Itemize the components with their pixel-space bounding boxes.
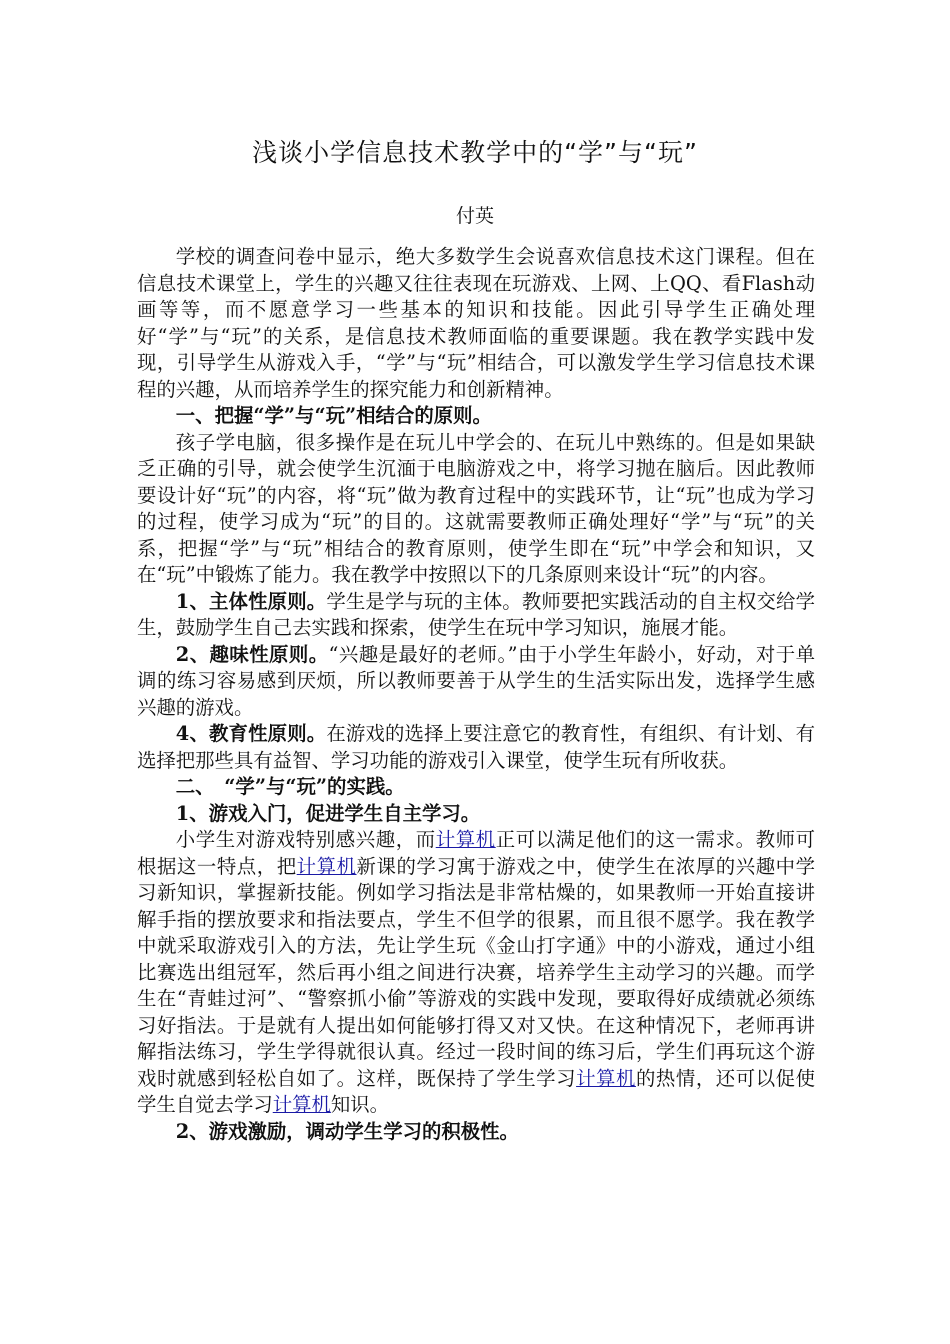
computer-link[interactable]: 计算机 <box>296 854 357 878</box>
principle-1-label: 1、主体性原则。 <box>175 589 327 613</box>
principle-2-text: “兴趣是最好的老师。”由于小学生年龄小，好动，对于单调的练习容易感到厌烦，所以教师要善于从学生的生活实际出发，选择学生感兴趣的游戏。 <box>137 642 815 719</box>
principle-1-paragraph <box>137 589 815 642</box>
section-heading-2: 二、 “学”与“玩”的实践。 <box>175 775 405 798</box>
principle-4-paragraph <box>137 721 815 774</box>
principle-2-paragraph <box>137 642 815 722</box>
principle-1-text: 学生是学与玩的主体。教师要把实践活动的自主权交给学生，鼓励学生自己去实践和探索，使学生在玩中学习知识，施展才能。 <box>137 589 815 639</box>
text-run: 的热情，还可以促使学生自觉去学习 <box>137 1066 816 1116</box>
section-1-paragraph: 孩子学电脑，很多操作是在玩儿中学会的、在玩儿中熟练的。但是如果缺乏正确的引导，就会使学生沉湎于电脑游戏之中，将学习抛在脑后。因此教师要设计好“玩”的内容，将“玩”做为教育过程中的实践环节，让“玩”也成为学习的过程，使学习成为“玩”的目的。这就需要教师正确处理好“学”与“玩”的关系，把握“学”与“玩”相结合的教育原则，使学生即在“玩”中学会和知识，又在“玩”中锻炼了能力。我在教学中按照以下的几条原则来设计“玩”的内容。 <box>137 430 815 586</box>
text-run: 小学生对游戏特别感兴趣，而 <box>175 828 436 851</box>
subsection-heading-2: 2、游戏激励，调动学生学习的积极性。 <box>175 1119 519 1143</box>
intro-paragraph: 学校的调查问卷中显示，绝大多数学生会说喜欢信息技术这门课程。但在信息技术课堂上，学生的兴趣又往往表现在玩游戏、上网、上QQ、看Flash动画等等，而不愿意学习一些基本的知识和技能。因此引导学生正确处理好“学”与“玩”的关系，是信息技术教师面临的重要课题。我在教学实践中发现，引导学生从游戏入手，“学”与“玩”相结合，可以激发学生学习信息技术课程的兴趣，从而培养学生的探究能力和创新精神。 <box>137 245 815 401</box>
computer-link[interactable]: 计算机 <box>576 1066 636 1090</box>
document-title: 浅谈小学信息技术教学中的“学”与“玩” <box>252 138 698 167</box>
subsection-heading-1: 1、游戏入门，促进学生自主学习。 <box>175 801 481 825</box>
principle-4-text: 在游戏的选择上要注意它的教育性，有组织、有计划、有选择把那些具有益智、学习功能的游戏引入课堂，使学生玩有所收获。 <box>137 722 815 772</box>
text-run: 新课的学习寓于游戏之中，使学生在浓厚的兴趣中学习新知识，掌握新技能。例如学习指法是非常枯燥的，如果教师一开始直接讲解手指的摆放要求和指法要点，学生不但学的很累，而且很不愿学。我在教学中就采取游戏引入的方法，先让学生玩《金山打字通》中的小游戏，通过小组比赛选出组冠军，然后再小组之间进行决赛，培养学生主动学习的兴趣。而学生在“青蛙过河”、“警察抓小偷”等游戏的实践中发现，要取得好成绩就必须练习好指法。于是就有人提出如何能够打得又对又快。在这种情况下，老师再讲解指法练习，学生学得就很认真。经过一段时间的练习后，学生们再玩这个游戏时就感到轻松自如了。这样，既保持了学生学习 <box>137 854 816 1090</box>
section-heading-1: 一、把握“学”与“玩”相结合的原则。 <box>175 404 492 427</box>
document-author: 付英 <box>455 205 494 227</box>
computer-link[interactable]: 计算机 <box>272 1093 331 1116</box>
principle-4-label: 4、教育性原则。 <box>175 722 327 745</box>
principle-2-label: 2、趣味性原则。 <box>175 642 329 666</box>
text-run: 知识。 <box>330 1093 390 1116</box>
computer-link[interactable]: 计算机 <box>435 828 496 851</box>
document-body <box>137 244 815 1145</box>
subsection-1-paragraph <box>137 827 815 1119</box>
text-run: 正可以满足他们的这一需求。教师可根据这一特点，把 <box>137 828 816 878</box>
